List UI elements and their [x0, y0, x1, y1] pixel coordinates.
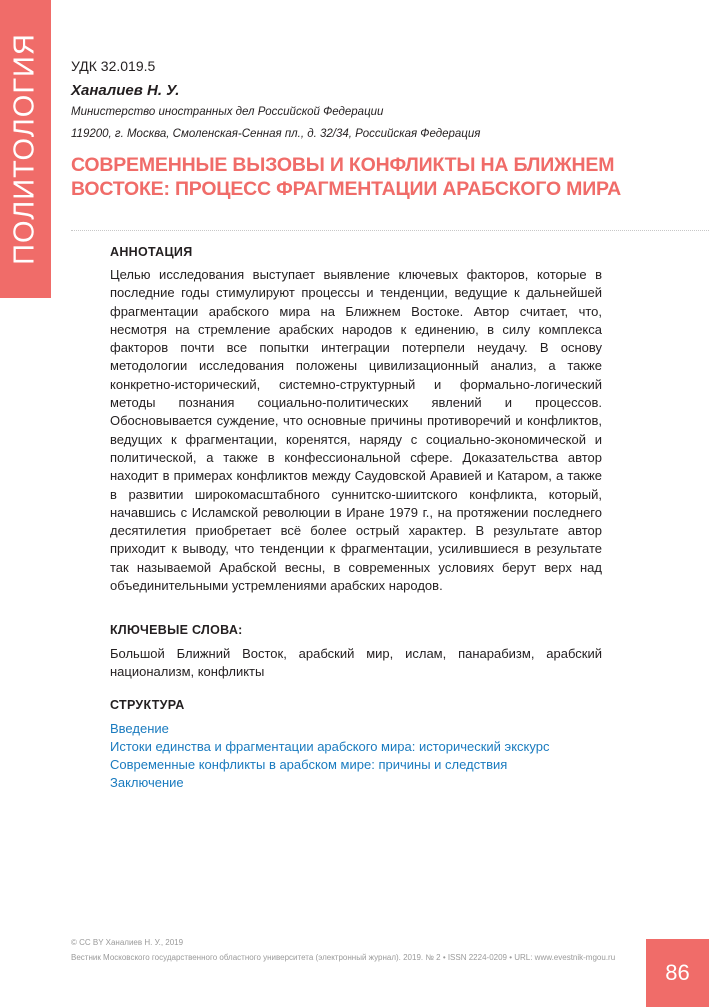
author-name: Ханалиев Н. У.: [71, 82, 180, 99]
abstract-heading: АННОТАЦИЯ: [110, 245, 193, 259]
section-tab-label: ПОЛИТОЛОГИЯ: [8, 33, 41, 265]
toc-link-introduction[interactable]: Введение: [110, 721, 169, 736]
affiliation-org: Министерство иностранных дел Российской Федерации: [71, 106, 384, 118]
udk-code: УДК 32.019.5: [71, 58, 156, 74]
title-line-2: ВОСТОКЕ: ПРОЦЕСС ФРАГМЕНТАЦИИ АРАБСКОГО МИРА: [71, 178, 621, 200]
structure-list: [110, 720, 549, 792]
toc-link-conclusion[interactable]: Заключение: [110, 775, 184, 790]
toc-link-origins[interactable]: Истоки единства и фрагментации арабского мира: исторический экскурс: [110, 739, 550, 754]
divider: [71, 230, 709, 231]
keywords-heading: КЛЮЧЕВЫЕ СЛОВА:: [110, 623, 243, 637]
keywords-text: Большой Ближний Восток, арабский мир, ислам, панарабизм, арабский национализм, конфликты: [110, 646, 602, 680]
journal-citation: Вестник Московского государственного областного университета (электронный журнал). 2019. № 2 • ISSN 2224-0209 • URL: www.evestnik-mgou.ru: [71, 953, 616, 962]
title-line-1: СОВРЕМЕННЫЕ ВЫЗОВЫ И КОНФЛИКТЫ НА БЛИЖНЕМ: [71, 154, 615, 176]
license-note: © CC BY Ханалиев Н. У., 2019: [71, 938, 184, 947]
article-title: [71, 153, 621, 201]
toc-link-conflicts[interactable]: Современные конфликты в арабском мире: причины и следствия: [110, 757, 508, 772]
abstract-text: Целью исследования выступает выявление ключевых факторов, которые в последние годы стимулируют процессы и тенденции, ведущие к дальнейшей фрагментации арабского мира на Ближнем Востоке. Автор считает, что, несмотря на стремление арабских народов к единению, в силу комплекса факторов почти все попытки интеграции потерпели неудачу. В основу методологии исследования положены цивилизационный анализ, а также конкретно-исторический, системно-структурный и формально-логический методы познания социально-политических явлений и процессов. Обосновывается суждение, что основные причины противоречий и конфликтов, ведущих к фрагментации, коренятся, наряду с социально-экономической и политической, а также в конфессиональной сфере. Доказательства автор находит в примерах конфликтов между Саудовской Аравией и Катаром, а также в развитии широкомасштабного суннитско-шиитского конфликта, который, начавшись с Исламской революции в Иране 1979 г., на протяжении последнего десятилетия приобретает всё более острый характер. В результате автор приходит к выводу, что тенденции к фрагментации, усилившиеся в результате так называемой Арабской весны, в современных условиях берут верх над объединительными устремлениями арабских народов.: [110, 267, 602, 594]
page-number: 86: [646, 939, 709, 1007]
structure-heading: СТРУКТУРА: [110, 698, 185, 712]
section-tab: [0, 0, 51, 298]
affiliation-address: 119200, г. Москва, Смоленская-Сенная пл., д. 32/34, Российская Федерация: [71, 128, 481, 140]
